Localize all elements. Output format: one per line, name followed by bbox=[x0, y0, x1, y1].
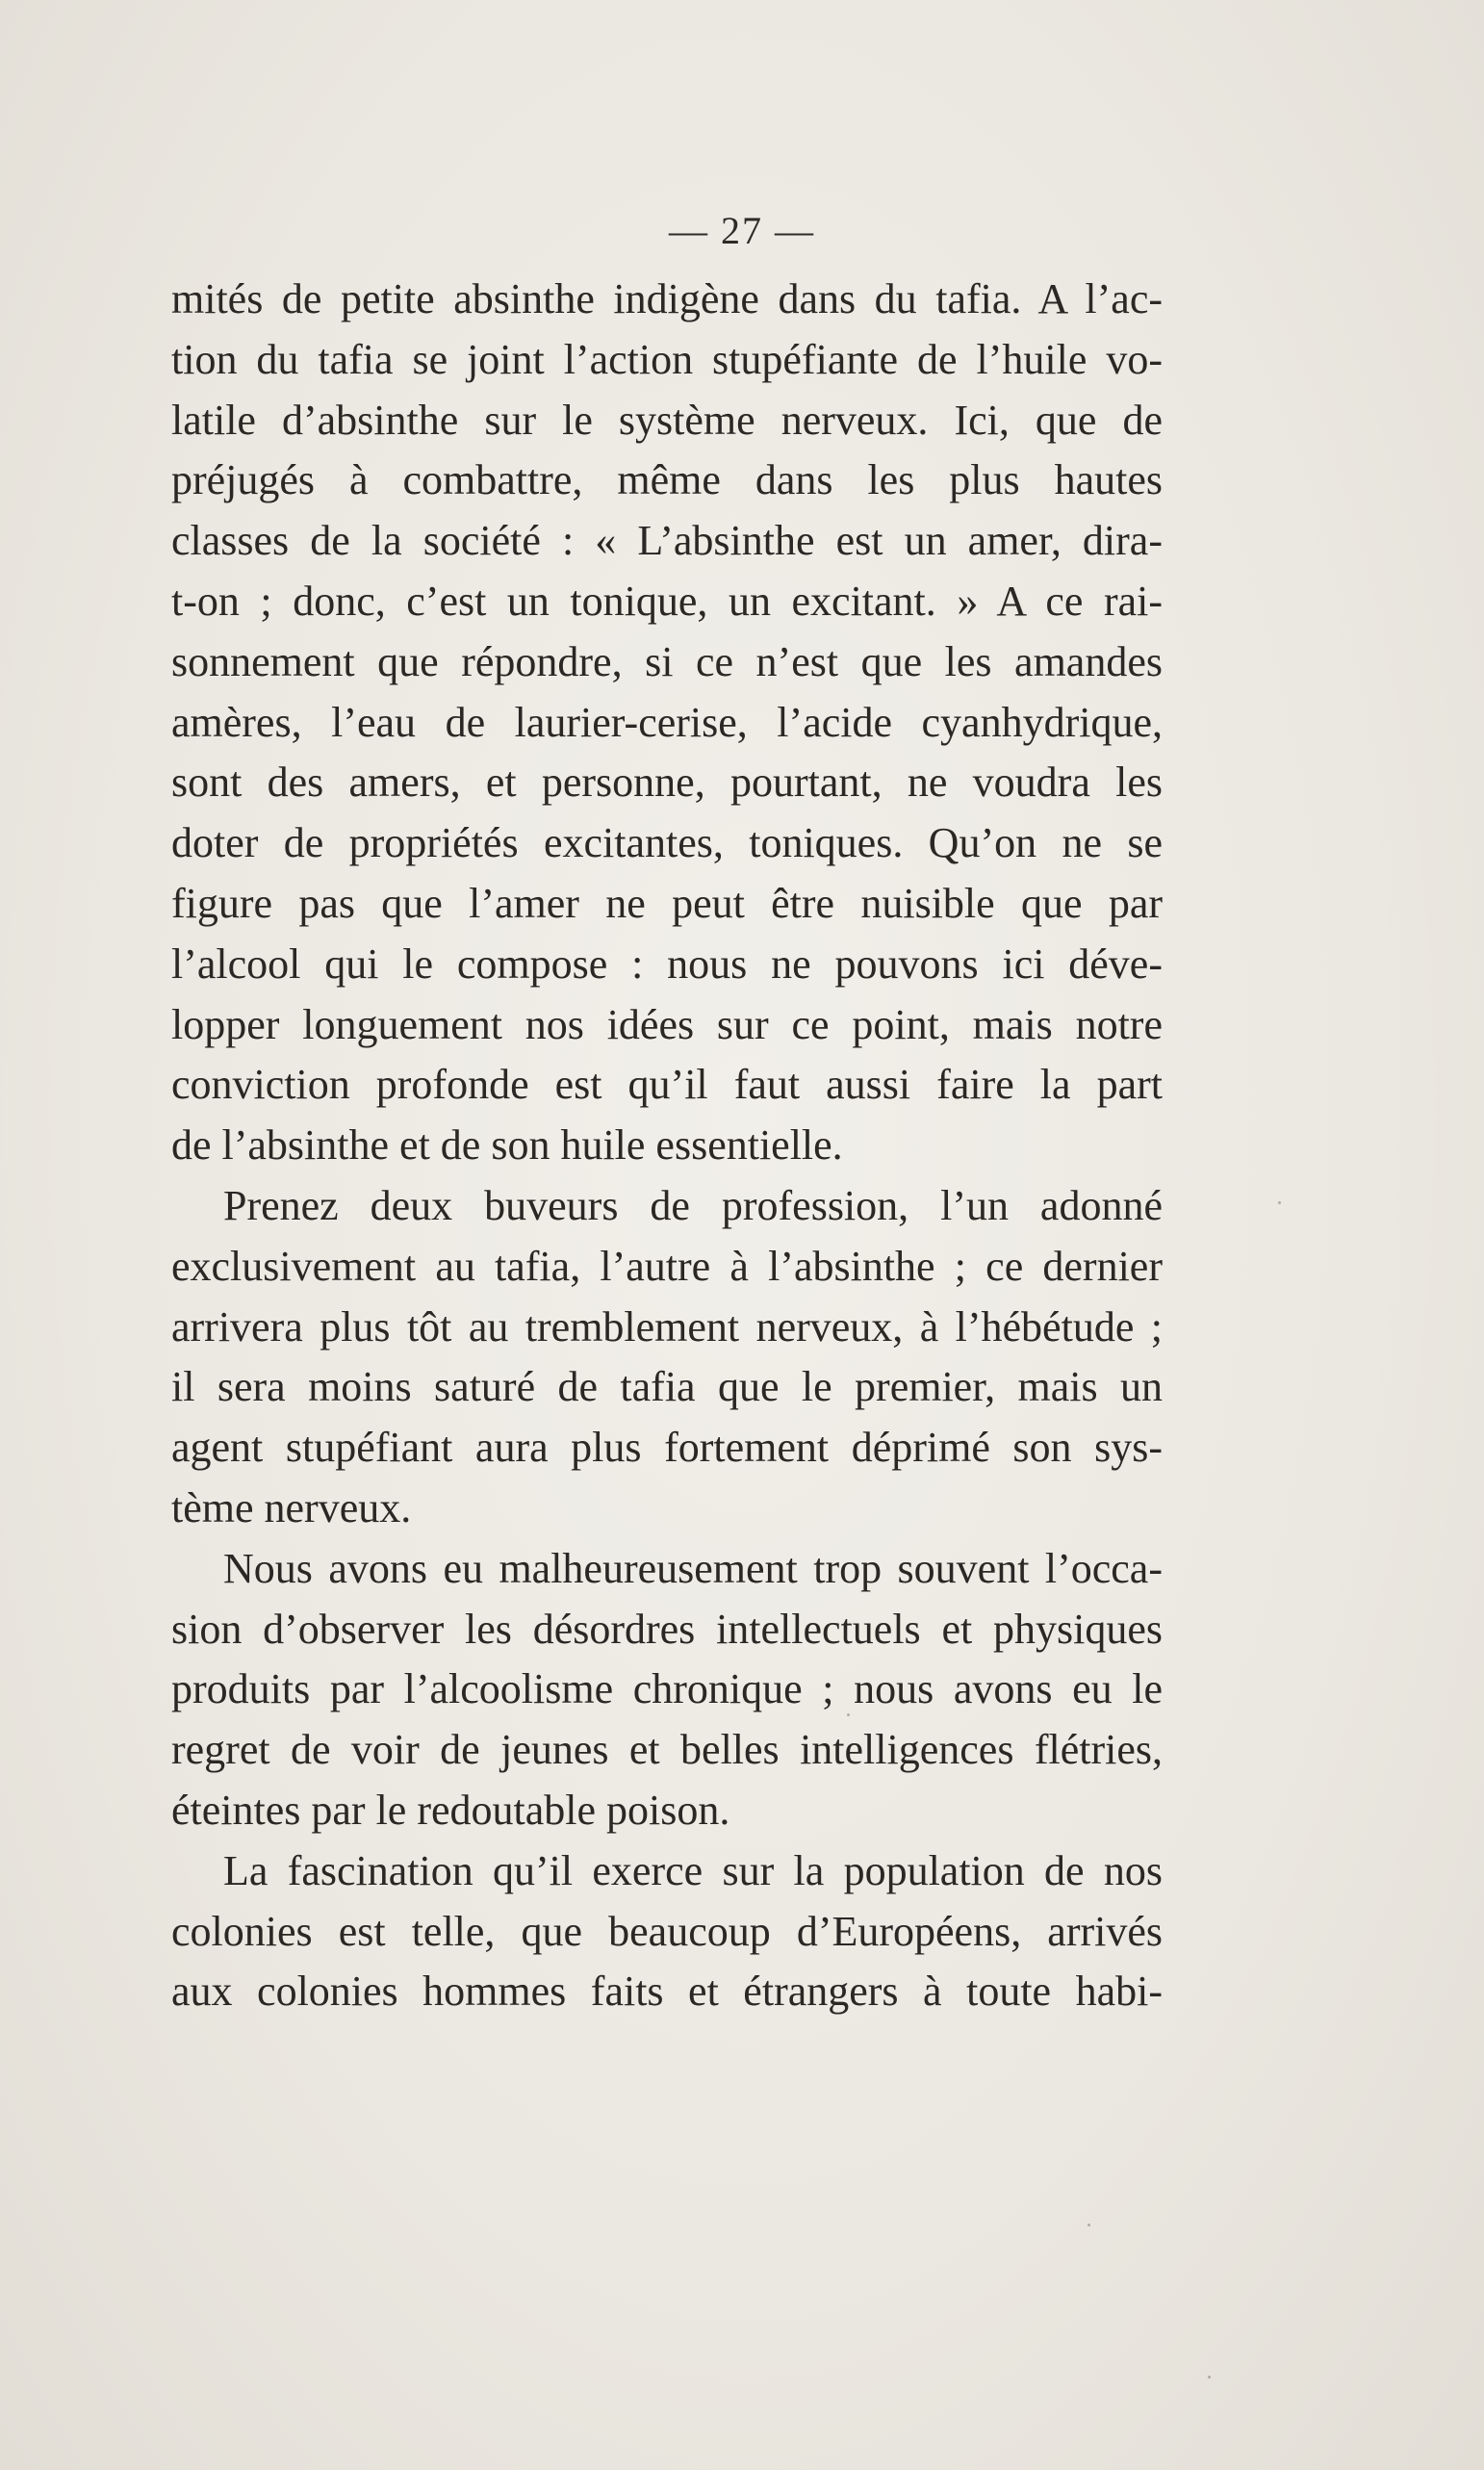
text-line: latile d’absinthe sur le système nerveux. Ici, que de bbox=[171, 396, 1163, 444]
text-line: préjugés à combattre, même dans les plus hautes bbox=[171, 456, 1163, 504]
text-line: tion du tafia se joint l’action stupéfiante de l’huile vo- bbox=[171, 335, 1163, 383]
text-line: sonnement que répondre, si ce n’est que les amandes bbox=[171, 637, 1163, 685]
paper-speck bbox=[847, 1713, 850, 1716]
text-line: conviction profonde est qu’il faut aussi faire la part bbox=[171, 1061, 1163, 1109]
text-line: amères, l’eau de laurier-cerise, l’acide cyanhydrique, bbox=[171, 698, 1163, 746]
text-line: Nous avons eu malheureusement trop souvent l’occa- bbox=[223, 1544, 1163, 1592]
text-line: l’alcool qui le compose : nous ne pouvons ici déve- bbox=[171, 939, 1163, 988]
text-line: exclusivement au tafia, l’autre à l’absinthe ; ce dernier bbox=[171, 1242, 1163, 1290]
paper-speck bbox=[1208, 2376, 1211, 2379]
text-line: produits par l’alcoolisme chronique ; nous avons eu le bbox=[171, 1665, 1163, 1713]
text-line: classes de la société : « L’absinthe est un amer, dira- bbox=[171, 517, 1163, 565]
body-text bbox=[171, 270, 1163, 2022]
page-number: — 27 — bbox=[669, 209, 815, 252]
text-line: Prenez deux buveurs de profession, l’un adonné bbox=[223, 1181, 1163, 1229]
text-line: tème nerveux. bbox=[171, 1483, 412, 1531]
text-line: mités de petite absinthe indigène dans du tafia. A l’ac- bbox=[171, 275, 1163, 322]
text-line: sion d’observer les désordres intellectuels et physiques bbox=[171, 1605, 1163, 1653]
text-line: La fascination qu’il exerce sur la population de nos bbox=[223, 1846, 1163, 1894]
text-line: agent stupéfiant aura plus fortement déprimé son sys- bbox=[171, 1424, 1163, 1472]
text-line: de l’absinthe et de son huile essentielle. bbox=[171, 1121, 843, 1170]
text-line: sont des amers, et personne, pourtant, ne voudra les bbox=[171, 759, 1163, 807]
text-line: aux colonies hommes faits et étrangers à toute habi- bbox=[171, 1968, 1163, 2016]
text-line: arrivera plus tôt au tremblement nerveux, à l’hébétude ; bbox=[171, 1302, 1163, 1351]
paper-speck bbox=[1087, 2224, 1090, 2226]
text-line: éteintes par le redoutable poison. bbox=[171, 1786, 730, 1834]
text-line: t-on ; donc, c’est un tonique, un excitant. » A ce rai- bbox=[171, 577, 1163, 625]
text-line: il sera moins saturé de tafia que le premier, mais un bbox=[171, 1363, 1163, 1411]
text-line: lopper longuement nos idées sur ce point, mais notre bbox=[171, 1000, 1163, 1048]
text-line: colonies est telle, que beaucoup d’Européens, arrivés bbox=[171, 1907, 1163, 1955]
text-line: figure pas que l’amer ne peut être nuisible que par bbox=[171, 879, 1163, 927]
text-line: doter de propriétés excitantes, toniques. Qu’on ne se bbox=[171, 819, 1163, 867]
paper-speck bbox=[1278, 1201, 1281, 1204]
text-line: regret de voir de jeunes et belles intelligences flétries, bbox=[171, 1726, 1163, 1774]
